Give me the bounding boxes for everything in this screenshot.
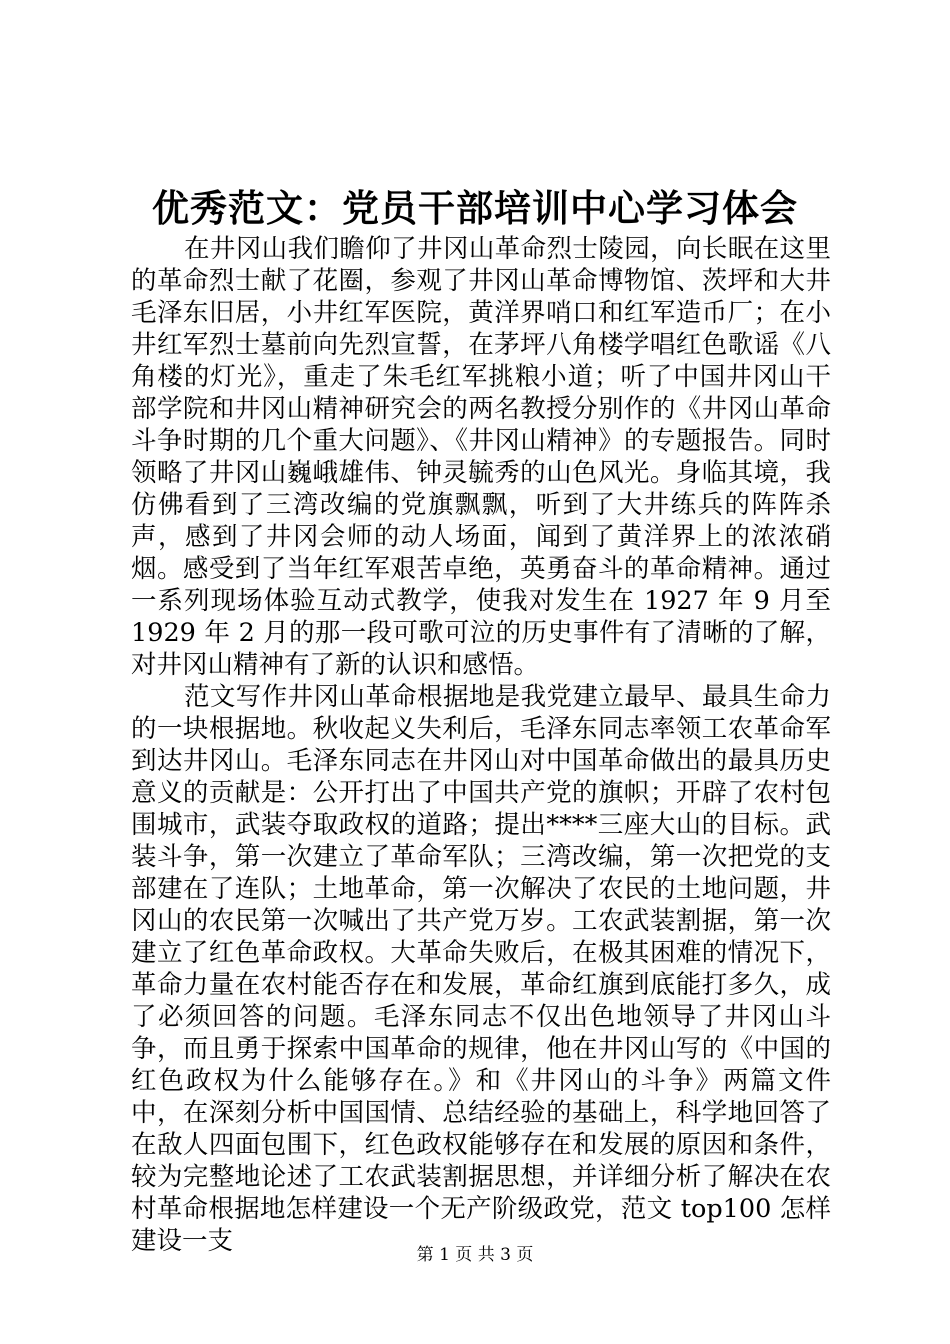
document-body bbox=[131, 233, 831, 1257]
paragraph-1: 在井冈山我们瞻仰了井冈山革命烈士陵园，向长眠在这里的革命烈士献了花圈，参观了井冈山革命博物馆、茨坪和大井毛泽东旧居，小井红军医院，黄洋界哨口和红军造币厂；在小井红军烈士墓前向先烈宣誓，在茅坪八角楼学唱红色歌谣《八角楼的灯光》，重走了朱毛红军挑粮小道；听了中国井冈山干部学院和井冈山精神研究会的两名教授分别作的《井冈山革命斗争时期的几个重大问题》、《井冈山精神》的专题报告。同时领略了井冈山巍峨雄伟、钟灵毓秀的山色风光。身临其境，我仿佛看到了三湾改编的党旗飘飘，听到了大井练兵的阵阵杀声，感到了井冈会师的动人场面，闻到了黄洋界上的浓浓硝烟。感受到了当年红军艰苦卓绝，英勇奋斗的革命精神。通过一系列现场体验互动式教学，使我对发生在 1927 年 9 月至 1929 年 2 月的那一段可歌可泣的历史事件有了清晰的了解，对井冈山精神有了新的认识和感悟。 bbox=[131, 234, 831, 680]
page-footer: 第 1 页 共 3 页 bbox=[416, 1245, 534, 1265]
paragraph-2: 范文写作井冈山革命根据地是我党建立最早、最具生命力的一块根据地。秋收起义失利后，毛泽东同志率领工农革命军到达井冈山。毛泽东同志在井冈山对中国革命做出的最具历史意义的贡献是：公开打出了中国共产党的旗帜；开辟了农村包围城市，武装夺取政权的道路；提出****三座大山的目标。武装斗争，第一次建立了革命军队；三湾改编，第一次把党的支部建在了连队；土地革命，第一次解决了农民的土地问题，井冈山的农民第一次喊出了共产党万岁。工农武装割据，第一次建立了红色革命政权。大革命失败后，在极其困难的情况下，革命力量在农村能否存在和发展，革命红旗到底能打多久，成了必须回答的问题。毛泽东同志不仅出色地领导了井冈山斗争，而且勇于探索中国革命的规律，他在井冈山写的《中国的红色政权为什么能够存在。》和《井冈山的斗争》两篇文件中，在深刻分析中国国情、总结经验的基础上，科学地回答了在敌人四面包围下，红色政权能够存在和发展的原因和条件，较为完整地论述了工农武装割据思想，并详细分析了解决在农村革命根据地怎样建设一个无产阶级政党，范文 top100 怎样建设一支 bbox=[131, 682, 831, 1256]
document-title: 优秀范文：党员干部培训中心学习体会 bbox=[152, 186, 798, 230]
